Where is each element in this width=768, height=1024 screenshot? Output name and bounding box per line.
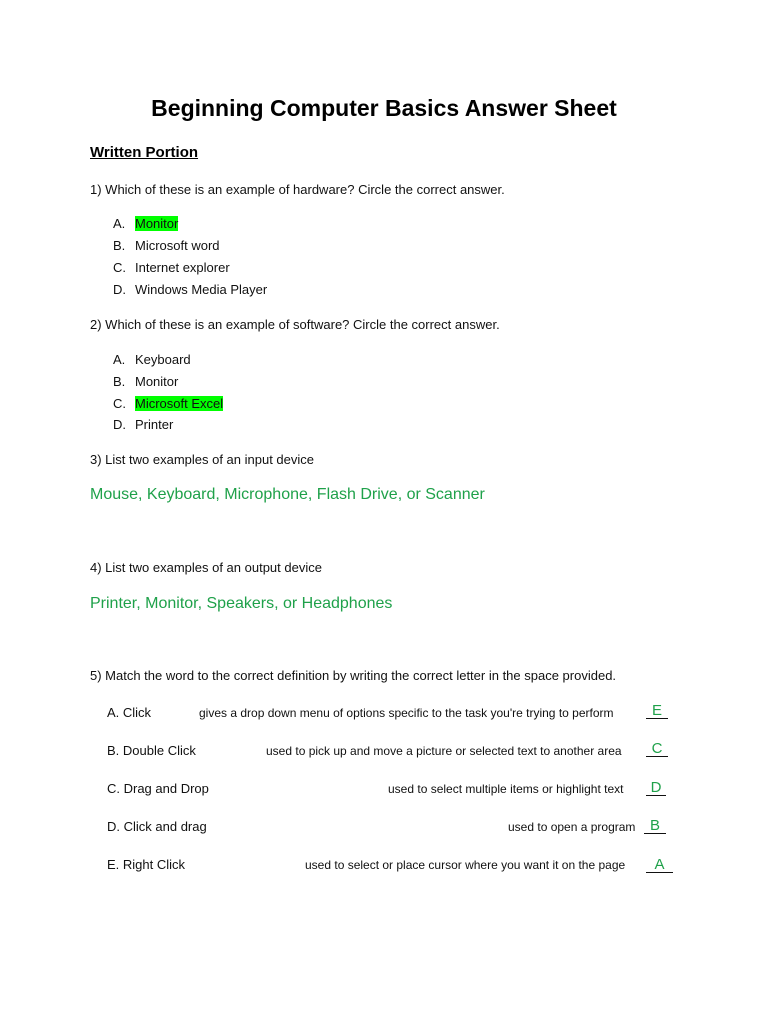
option-letter: A.	[113, 352, 126, 367]
option-letter: C.	[113, 396, 126, 411]
match-definition: used to select or place cursor where you want it on the page	[305, 858, 626, 872]
question-3-prompt: 3) List two examples of an input device	[90, 452, 315, 467]
option-text: Windows Media Player	[135, 282, 268, 297]
option-letter: D.	[113, 282, 126, 297]
option-letter: A.	[113, 216, 126, 231]
match-answer-blank: D	[646, 780, 666, 796]
match-definition: used to open a program	[508, 820, 636, 834]
document-title: Beginning Computer Basics Answer Sheet	[151, 95, 617, 121]
option-text-highlighted: Monitor	[135, 216, 179, 231]
option-letter: D.	[113, 417, 126, 432]
match-definition: gives a drop down menu of options specific to the task you're trying to perform	[199, 706, 614, 720]
option-letter: C.	[113, 260, 126, 275]
q2-option-a	[113, 352, 191, 367]
question-4-answer: Printer, Monitor, Speakers, or Headphones	[90, 595, 393, 612]
q1-option-b	[113, 238, 220, 253]
match-definition: used to select multiple items or highlight text	[388, 782, 624, 796]
question-1-prompt: 1) Which of these is an example of hardware? Circle the correct answer.	[90, 182, 505, 197]
q1-option-d	[113, 282, 267, 297]
match-definition: used to pick up and move a picture or selected text to another area	[266, 744, 622, 758]
q2-option-c	[113, 396, 223, 411]
option-text: Monitor	[135, 374, 179, 389]
q1-option-c	[113, 260, 230, 275]
match-answer-blank: A	[646, 857, 673, 873]
question-4-prompt: 4) List two examples of an output device	[90, 560, 322, 575]
question-3-answer: Mouse, Keyboard, Microphone, Flash Drive, or Scanner	[90, 486, 485, 503]
question-2-prompt: 2) Which of these is an example of software? Circle the correct answer.	[90, 317, 500, 332]
q2-option-b	[113, 374, 178, 389]
match-answer-blank: C	[646, 741, 668, 757]
match-answer-blank: E	[646, 703, 668, 719]
option-letter: B.	[113, 238, 126, 253]
match-term: A. Click	[107, 705, 152, 720]
option-text: Internet explorer	[135, 260, 230, 275]
option-text-highlighted: Microsoft Excel	[135, 396, 224, 411]
match-term: E. Right Click	[107, 857, 186, 872]
option-text: Printer	[135, 417, 174, 432]
section-heading: Written Portion	[90, 144, 199, 161]
match-term: B. Double Click	[107, 743, 196, 758]
match-term: D. Click and drag	[107, 819, 207, 834]
question-5-prompt: 5) Match the word to the correct definition by writing the correct letter in the space provided.	[90, 668, 617, 683]
match-term: C. Drag and Drop	[107, 781, 209, 796]
option-text: Microsoft word	[135, 238, 220, 253]
option-text: Keyboard	[135, 352, 191, 367]
q2-option-d	[113, 417, 173, 432]
option-letter: B.	[113, 374, 126, 389]
match-answer-blank: B	[644, 818, 666, 834]
q1-option-a	[113, 216, 178, 231]
